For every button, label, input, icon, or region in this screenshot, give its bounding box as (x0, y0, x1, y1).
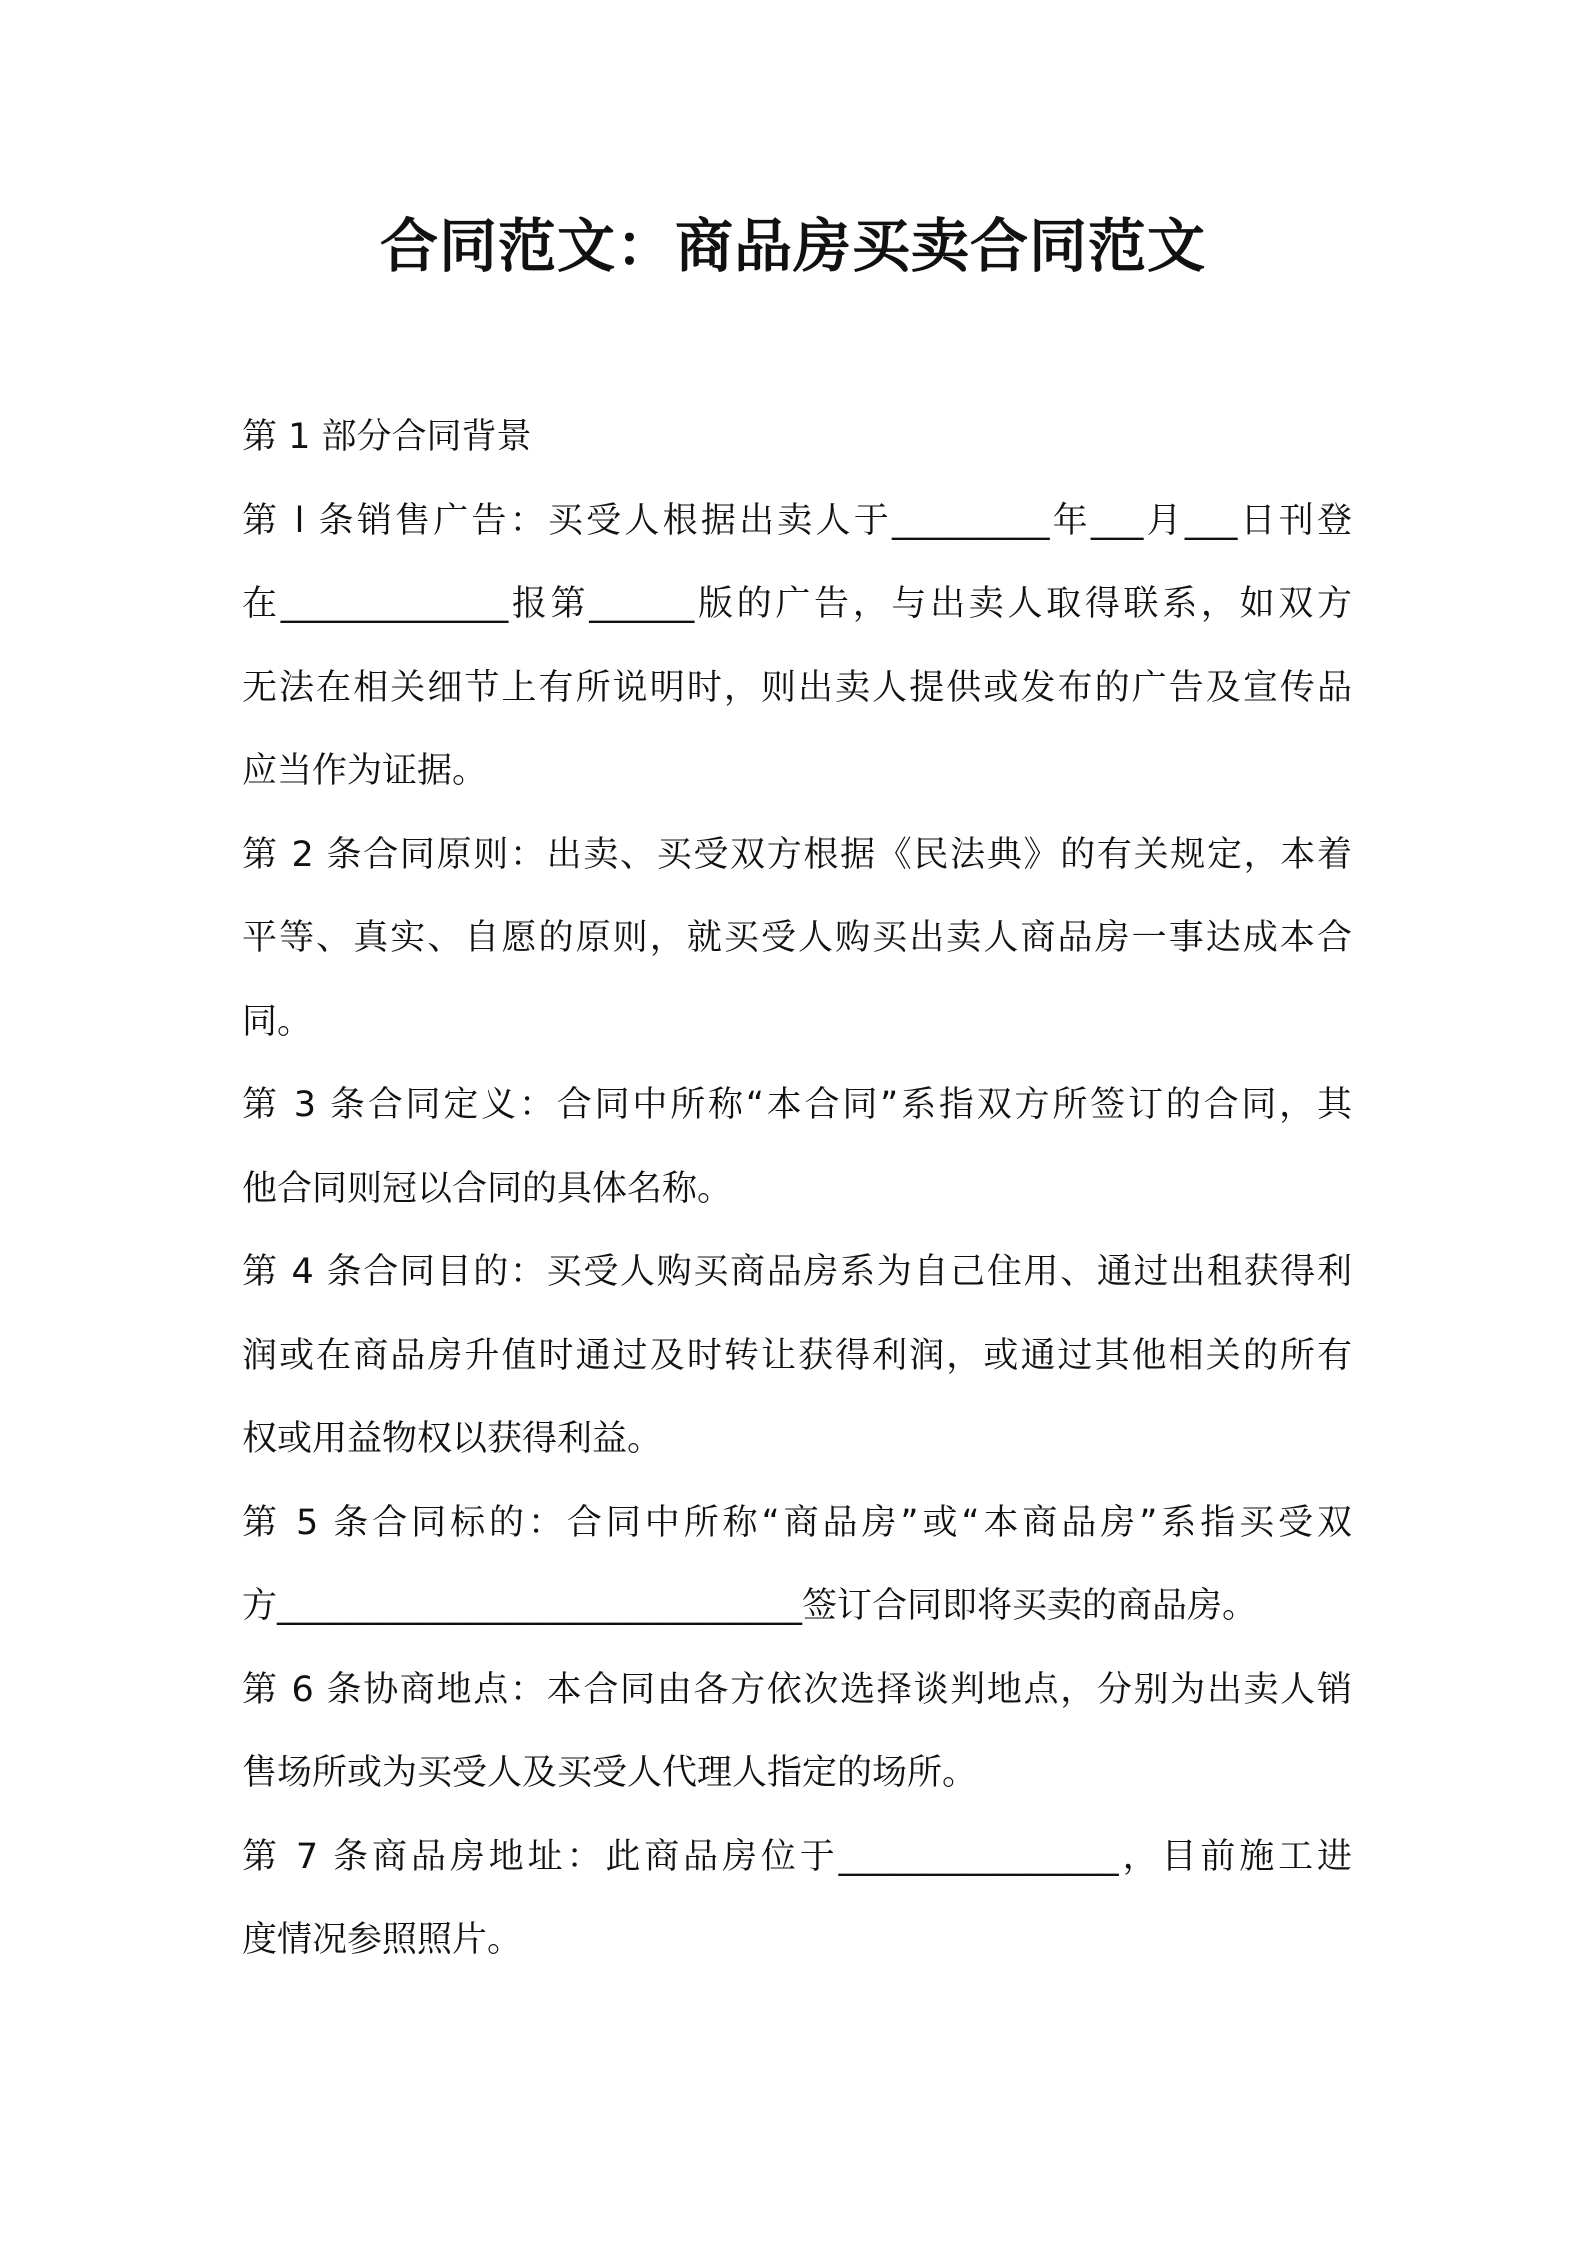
article-line: 他合同则冠以合同的具体名称。 (242, 1168, 733, 1209)
article-line: 无法在相关细节上有所说明时，则出卖人提供或发布的广告及宣传品 (242, 667, 1352, 708)
article-line: 第 2 条合同原则：出卖、买受双方根据《民法典》的有关规定，本着 (242, 834, 1352, 875)
article-5 (242, 1482, 1352, 1649)
article-line: 第 4 条合同目的：买受人购买商品房系为自己住用、通过出租获得利 (242, 1252, 1352, 1292)
document-title: 合同范文：商品房买卖合同范文 (379, 212, 1206, 280)
article-6 (242, 1649, 1352, 1816)
section-heading-text: 第 1 部分合同背景 (242, 417, 532, 457)
article-line: 售场所或为买受人及买受人代理人指定的场所。 (242, 1753, 978, 1793)
article-line: 第 6 条协商地点：本合同由各方依次选择谈判地点，分别为出卖人销 (242, 1669, 1352, 1710)
article-1 (242, 480, 1352, 814)
article-line: 第 l 条销售广告：买受人根据出卖人于_________年___月___日刊登 (242, 500, 1352, 541)
article-line: 平等、真实、自愿的原则，就买受人购买出卖人商品房一事达成本合 (242, 918, 1352, 958)
article-line: 润或在商品房升值时通过及时转让获得利润，或通过其他相关的所有 (242, 1335, 1352, 1376)
article-2 (242, 814, 1352, 1065)
article-3 (242, 1064, 1352, 1231)
article-line: 应当作为证据。 (242, 751, 488, 791)
article-line: 同。 (242, 1001, 313, 1042)
article-line: 第 3 条合同定义：合同中所称“本合同”系指双方所签订的合同，其 (242, 1085, 1352, 1125)
article-line: 第 5 条合同标的：合同中所称“商品房”或“本商品房”系指买受双 (242, 1502, 1352, 1543)
article-7 (242, 1816, 1352, 1983)
article-line: 度情况参照照片。 (242, 1920, 523, 1960)
section-heading (242, 396, 1352, 480)
article-line: 权或用益物权以获得利益。 (242, 1419, 663, 1459)
document-body (242, 396, 1352, 1983)
article-line: 第 7 条商品房地址：此商品房位于________________，目前施工进 (242, 1836, 1352, 1877)
article-line: 方______________________________签订合同即将买卖的商品房。 (242, 1586, 1258, 1626)
article-line: 在_____________报第______版的广告，与出卖人取得联系，如双方 (242, 584, 1352, 624)
article-4 (242, 1231, 1352, 1482)
